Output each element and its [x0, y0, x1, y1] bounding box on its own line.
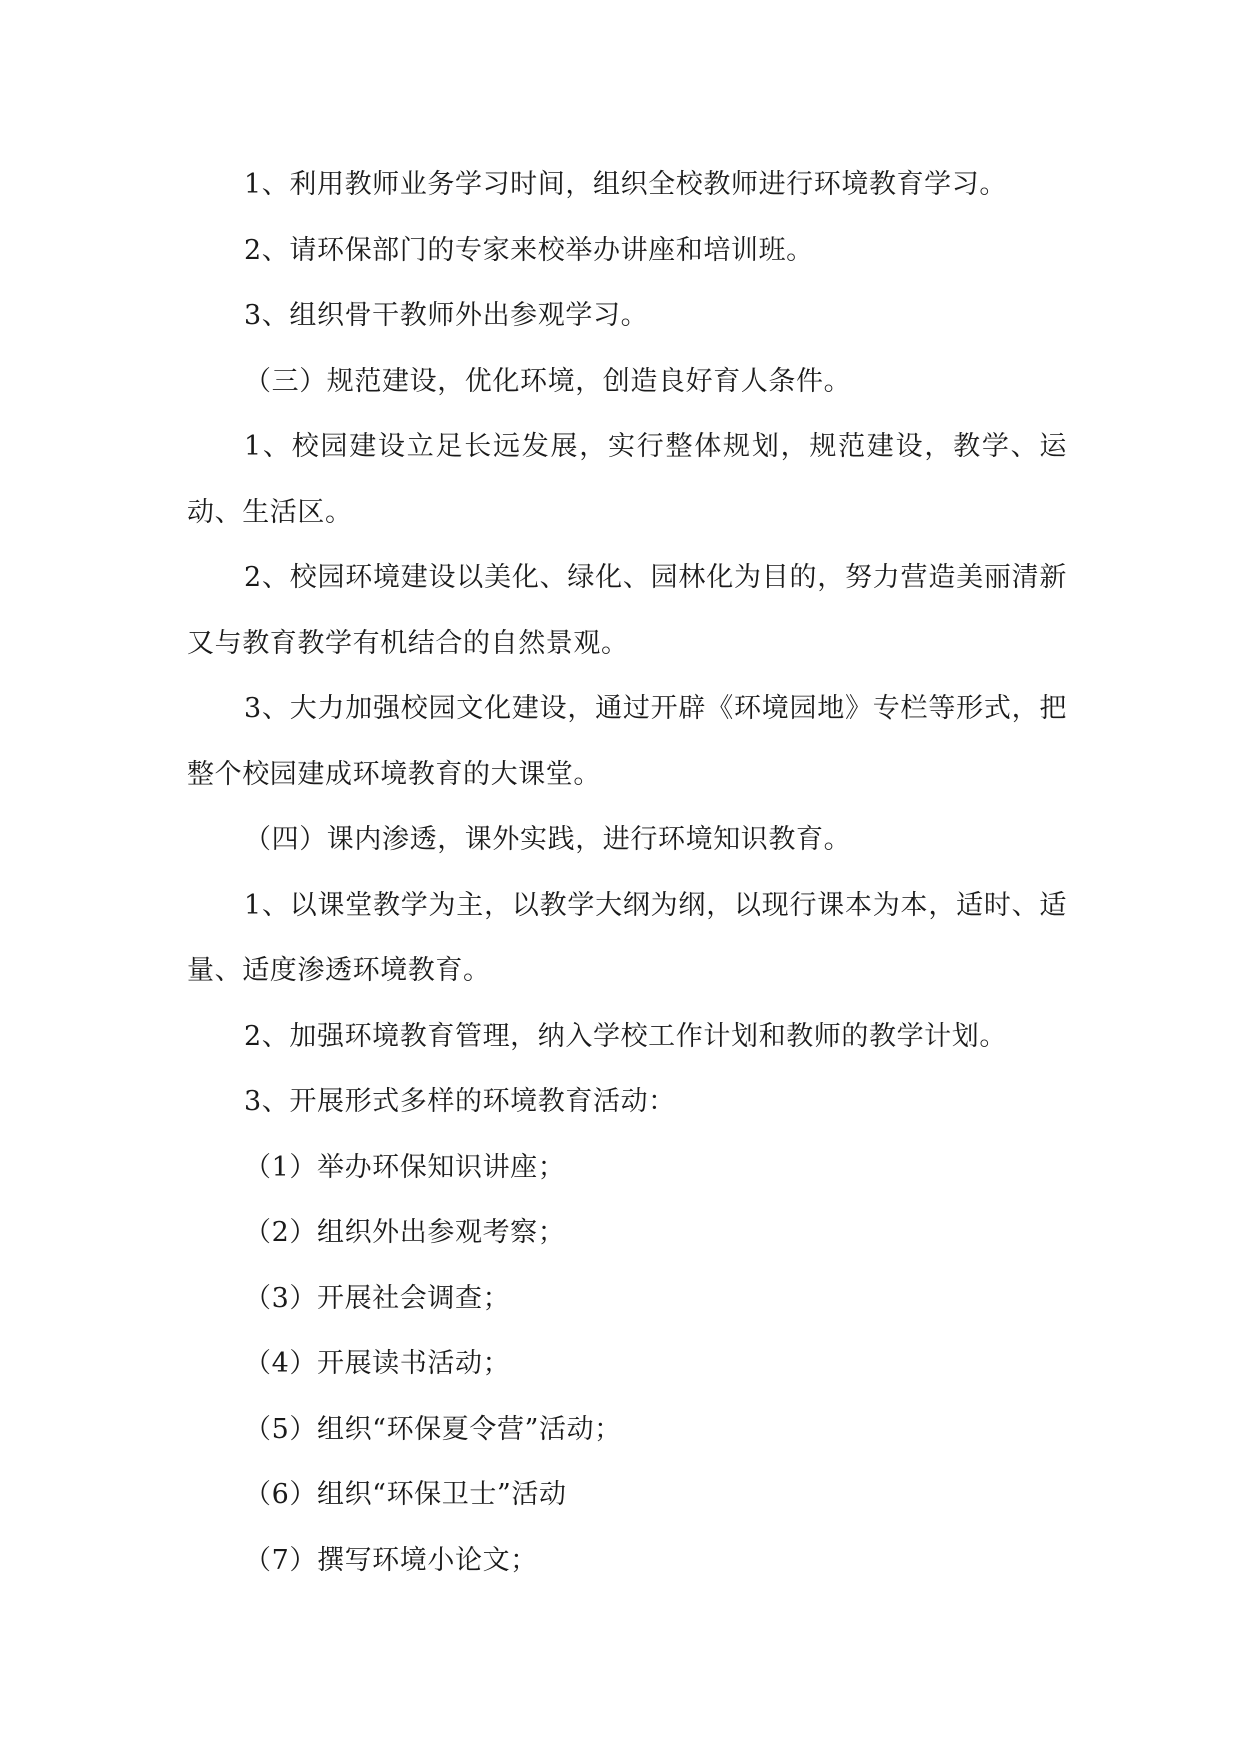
- paragraph-3: 3、组织骨干教师外出参观学习。: [244, 300, 649, 331]
- list-item-4: （4）开展读书活动；: [244, 1348, 511, 1379]
- list-item-6: （6）组织“环保卫士”活动: [244, 1479, 567, 1510]
- paragraph-5: 2、校园环境建设以美化、绿化、园林化为目的，努力营造美丽清新又与教育教学有机结合的自然景观。: [187, 562, 1067, 659]
- section-heading-4: （四）课内渗透，课外实践，进行环境知识教育。: [244, 824, 852, 855]
- list-item-5: （5）组织“环保夏令营”活动；: [244, 1413, 622, 1445]
- list-item-2: （2）组织外出参观考察；: [244, 1217, 566, 1248]
- list-item-1: （1）举办环保知识讲座；: [244, 1151, 566, 1183]
- paragraph-1: 1、利用教师业务学习时间，组织全校教师进行环境教育学习。: [244, 169, 1007, 200]
- paragraph-7: 1、以课堂教学为主，以教学大纲为纲，以现行课本为本，适时、适量、适度渗透环境教育。: [187, 889, 1067, 986]
- paragraph-9: 3、开展形式多样的环境教育活动：: [244, 1086, 676, 1117]
- list-item-3: （3）开展社会调查；: [244, 1282, 511, 1314]
- paragraph-4: 1、校园建设立足长远发展，实行整体规划，规范建设，教学、运动、生活区。: [187, 431, 1067, 528]
- list-item-7: （7）撰写环境小论文；: [244, 1544, 538, 1576]
- document-body: [187, 152, 1067, 1593]
- paragraph-2: 2、请环保部门的专家来校举办讲座和培训班。: [244, 234, 814, 266]
- paragraph-8: 2、加强环境教育管理，纳入学校工作计划和教师的教学计划。: [244, 1020, 1007, 1052]
- section-heading-3: （三）规范建设，优化环境，创造良好育人条件。: [244, 365, 852, 397]
- paragraph-6: 3、大力加强校园文化建设，通过开辟《环境园地》专栏等形式，把整个校园建成环境教育的大课堂。: [187, 693, 1067, 790]
